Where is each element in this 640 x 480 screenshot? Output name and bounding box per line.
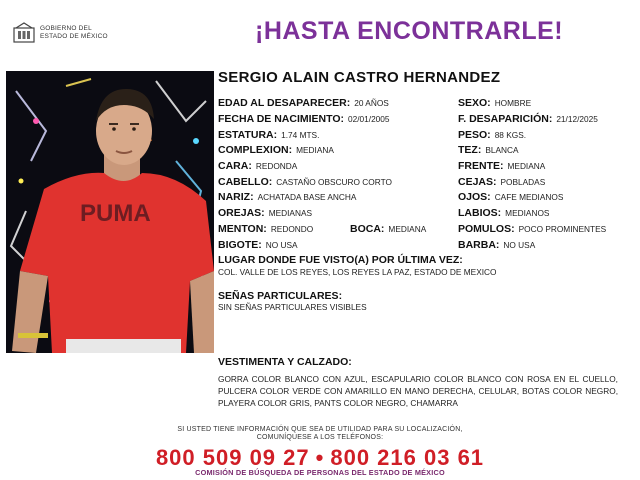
field-value: NO USA xyxy=(503,240,536,250)
person-name: SERGIO ALAIN CASTRO HERNANDEZ xyxy=(218,69,501,86)
marks-value: SIN SEÑAS PARTICULARES VISIBLES xyxy=(218,302,367,312)
field-label: POMULOS: xyxy=(458,223,515,235)
field-label: EDAD AL DESAPARECER: xyxy=(218,97,351,109)
field-value: POCO PROMINENTES xyxy=(518,224,607,234)
shirt-print: PUMA xyxy=(80,200,151,227)
field-value: 02/01/2005 xyxy=(348,114,390,124)
field-bigote xyxy=(218,238,298,251)
last-seen-heading: LUGAR DONDE FUE VISTO(A) POR ÚLTIMA VEZ: xyxy=(218,254,463,266)
field-value: BLANCA xyxy=(485,145,519,155)
field-label: TEZ: xyxy=(458,144,482,156)
field-label: CARA: xyxy=(218,160,252,172)
missing-person-photo xyxy=(6,71,214,353)
field-tez xyxy=(458,143,519,156)
field-label: BOCA: xyxy=(350,223,385,235)
field-nariz xyxy=(218,190,356,203)
field-value: 1.74 MTS. xyxy=(281,130,320,140)
phone-1[interactable]: 800 509 09 27 xyxy=(155,445,310,470)
field-value: MEDIANOS xyxy=(505,208,550,218)
logo-line-1: GOBIERNO DEL xyxy=(40,25,92,32)
field-value: 88 KGS. xyxy=(494,130,527,140)
government-logo xyxy=(12,22,108,44)
field-label: COMPLEXION: xyxy=(218,144,293,156)
field-value: 21/12/2025 xyxy=(556,114,598,124)
clothing-heading: VESTIMENTA Y CALZADO: xyxy=(218,356,352,368)
field-value: REDONDA xyxy=(255,161,298,171)
field-cara xyxy=(218,159,297,172)
field-estatura xyxy=(218,128,319,141)
field-cejas xyxy=(458,175,545,188)
field-value: MEDIANA xyxy=(388,224,427,234)
info-note-line-1: SI USTED TIENE INFORMACIÓN QUE SEA DE UTILIDAD PARA SU LOCALIZACIÓN, xyxy=(177,426,463,433)
field-value: MEDIANA xyxy=(507,161,546,171)
field-menton xyxy=(218,222,313,235)
field-value: MEDIANA xyxy=(296,145,334,155)
footer-commission: COMISIÓN DE BÚSQUEDA DE PERSONAS DEL ESTADO DE MÉXICO xyxy=(195,468,445,477)
field-peso xyxy=(458,128,526,141)
marks-heading: SEÑAS PARTICULARES: xyxy=(218,290,343,302)
field-label: OREJAS: xyxy=(218,207,265,219)
field-label: F. DESAPARICIÓN: xyxy=(458,113,553,125)
field-labios xyxy=(458,206,549,219)
field-label: PESO: xyxy=(458,129,491,141)
field-sexo xyxy=(458,96,531,109)
field-frente xyxy=(458,159,545,172)
field-value: MEDIANAS xyxy=(268,208,313,218)
field-pomulos xyxy=(458,222,606,235)
field-label: LABIOS: xyxy=(458,207,502,219)
field-orejas xyxy=(218,206,312,219)
field-value: REDONDO xyxy=(270,224,314,234)
field-value: CAFE MEDIANOS xyxy=(494,192,564,202)
field-label: MENTON: xyxy=(218,223,267,235)
field-label: CABELLO: xyxy=(218,176,273,188)
field-barba xyxy=(458,238,535,251)
field-label: FRENTE: xyxy=(458,160,504,172)
logo-line-2: ESTADO DE MÉXICO xyxy=(40,33,108,40)
field-value: HOMBRE xyxy=(494,98,532,108)
coat-of-arms-icon xyxy=(12,22,36,44)
field-ojos xyxy=(458,190,563,203)
field-cabello xyxy=(218,175,392,188)
phone-separator: • xyxy=(315,445,325,470)
field-label: SEXO: xyxy=(458,97,491,109)
phone-2[interactable]: 800 216 03 61 xyxy=(330,445,485,470)
field-value: 20 AÑOS xyxy=(354,98,389,108)
field-nacimiento xyxy=(218,112,390,125)
field-value: ACHATADA BASE ANCHA xyxy=(257,192,357,202)
field-value: CASTAÑO OBSCURO CORTO xyxy=(276,177,392,187)
field-value: NO USA xyxy=(265,240,298,250)
clothing-description: GORRA COLOR BLANCO CON AZUL, ESCAPULARIO COLOR BLANCO CON ROSA EN EL CUELLO, PULCERA COLOR VERDE CON AMARILLO EN MANO DERECHA, CELULAR, BOTAS COLOR NEGRO, PLAYERA COLOR GRIS, PANTS COLOR NEGRO, CHAMARRA xyxy=(218,374,618,408)
info-note-line-2: COMUNÍQUESE A LOS TELÉFONOS: xyxy=(256,434,384,441)
field-edad xyxy=(218,96,389,109)
field-label: CEJAS: xyxy=(458,176,497,188)
headline: ¡HASTA ENCONTRARLE! xyxy=(255,17,564,45)
field-label: BIGOTE: xyxy=(218,239,262,251)
field-boca xyxy=(350,222,426,235)
field-label: BARBA: xyxy=(458,239,500,251)
field-label: ESTATURA: xyxy=(218,129,278,141)
field-complexion xyxy=(218,143,334,156)
field-label: NARIZ: xyxy=(218,191,254,203)
last-seen-location: COL. VALLE DE LOS REYES, LOS REYES LA PAZ, ESTADO DE MEXICO xyxy=(218,267,497,277)
field-label: FECHA DE NACIMIENTO: xyxy=(218,113,344,125)
field-label: OJOS: xyxy=(458,191,491,203)
field-desaparicion xyxy=(458,112,598,125)
field-value: POBLADAS xyxy=(500,177,546,187)
